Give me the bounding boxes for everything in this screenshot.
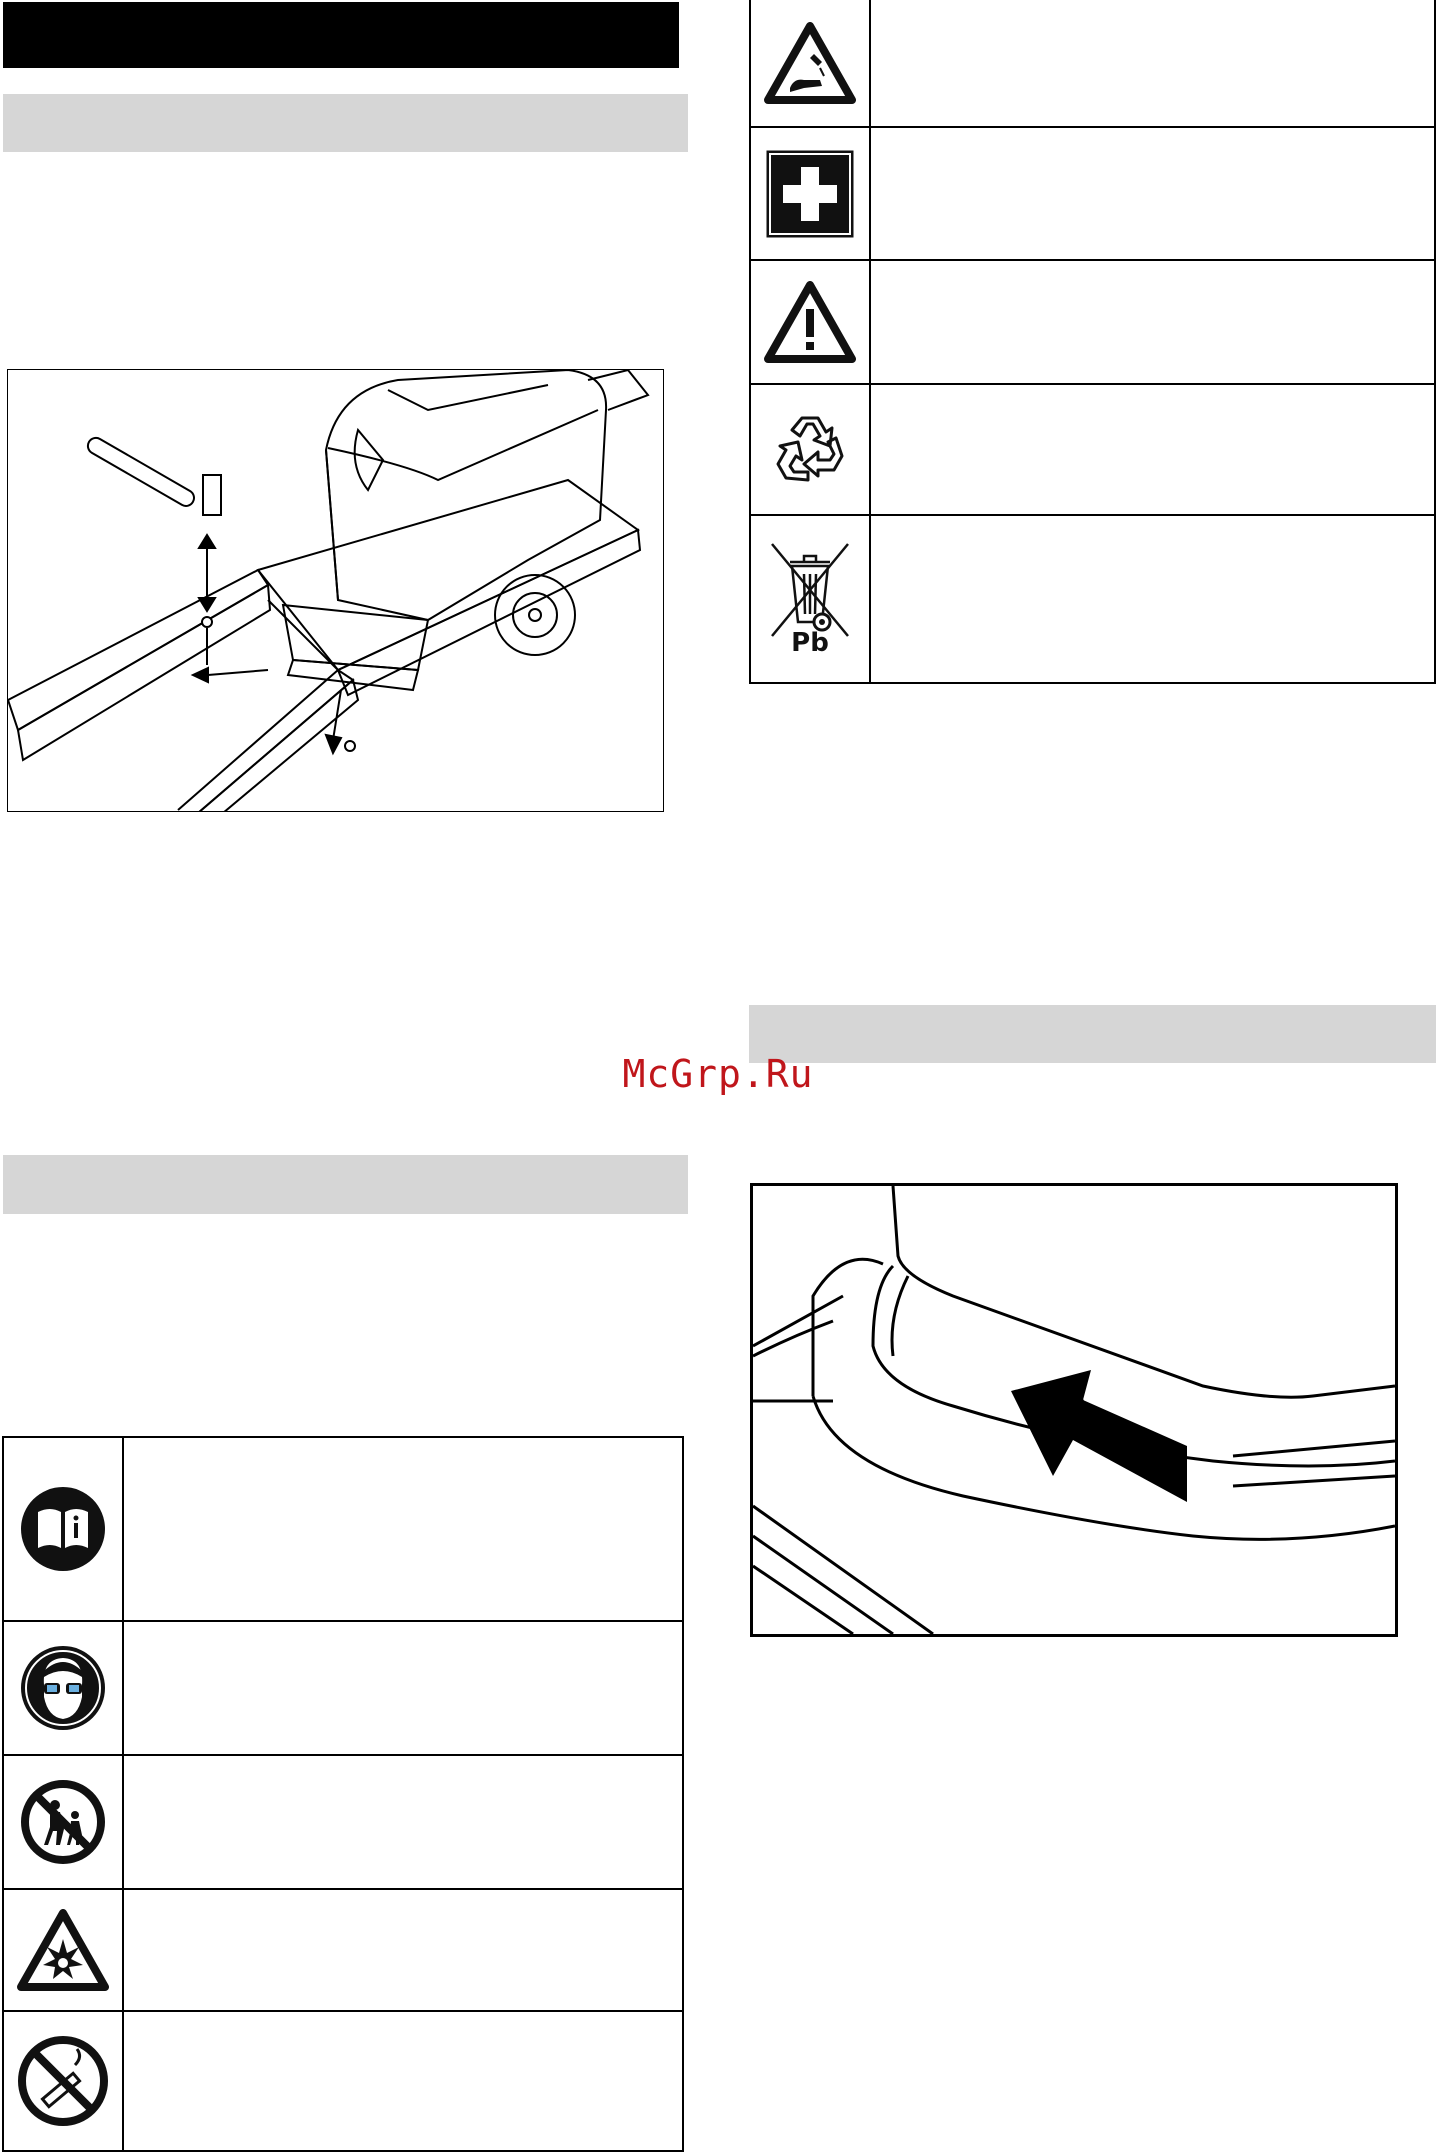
symbol-row — [4, 1438, 682, 1622]
section-header-bar-1 — [3, 94, 688, 152]
symbol-row — [4, 2012, 682, 2150]
symbol-description — [124, 2012, 682, 2150]
safety-symbols-table-left — [2, 1436, 684, 2152]
manual-info-icon — [4, 1438, 124, 1620]
safety-goggles-icon — [4, 1622, 124, 1754]
symbol-description — [124, 1756, 682, 1888]
recycling-icon — [751, 385, 871, 514]
symbol-row — [4, 1890, 682, 2012]
symbol-row — [4, 1756, 682, 1890]
symbol-row — [751, 128, 1434, 261]
symbol-description — [871, 0, 1434, 126]
symbol-row — [751, 385, 1434, 516]
no-children-icon — [4, 1756, 124, 1888]
general-warning-icon — [751, 261, 871, 383]
symbol-description — [124, 1890, 682, 2010]
explosion-warning-icon — [4, 1890, 124, 2010]
screw-location-figure — [750, 1183, 1398, 1637]
battery-disposal-icon — [751, 516, 871, 682]
pallet-unloading-figure — [7, 369, 664, 812]
symbol-row — [751, 516, 1434, 682]
symbol-description — [124, 1438, 682, 1620]
first-aid-icon — [751, 128, 871, 259]
symbol-row — [4, 1622, 682, 1756]
battery-symbol-label: Pb — [791, 628, 829, 658]
no-smoking-icon — [4, 2012, 124, 2150]
symbol-description — [124, 1622, 682, 1754]
watermark-text: McGrp.Ru — [622, 1052, 814, 1096]
arrow-icon — [1011, 1370, 1187, 1502]
caustic-warning-icon — [751, 0, 871, 126]
symbol-description — [871, 516, 1434, 682]
symbol-row — [751, 0, 1434, 128]
symbol-description — [871, 385, 1434, 514]
symbol-description — [871, 261, 1434, 383]
section-header-bar-2 — [3, 1155, 688, 1214]
safety-symbols-table-right — [749, 0, 1436, 684]
symbol-description — [871, 128, 1434, 259]
screw-location-illustration — [753, 1186, 1395, 1634]
chapter-header-bar — [3, 2, 679, 68]
symbol-row — [751, 261, 1434, 385]
pallet-unloading-illustration — [8, 370, 664, 812]
hammer-icon — [85, 435, 221, 515]
